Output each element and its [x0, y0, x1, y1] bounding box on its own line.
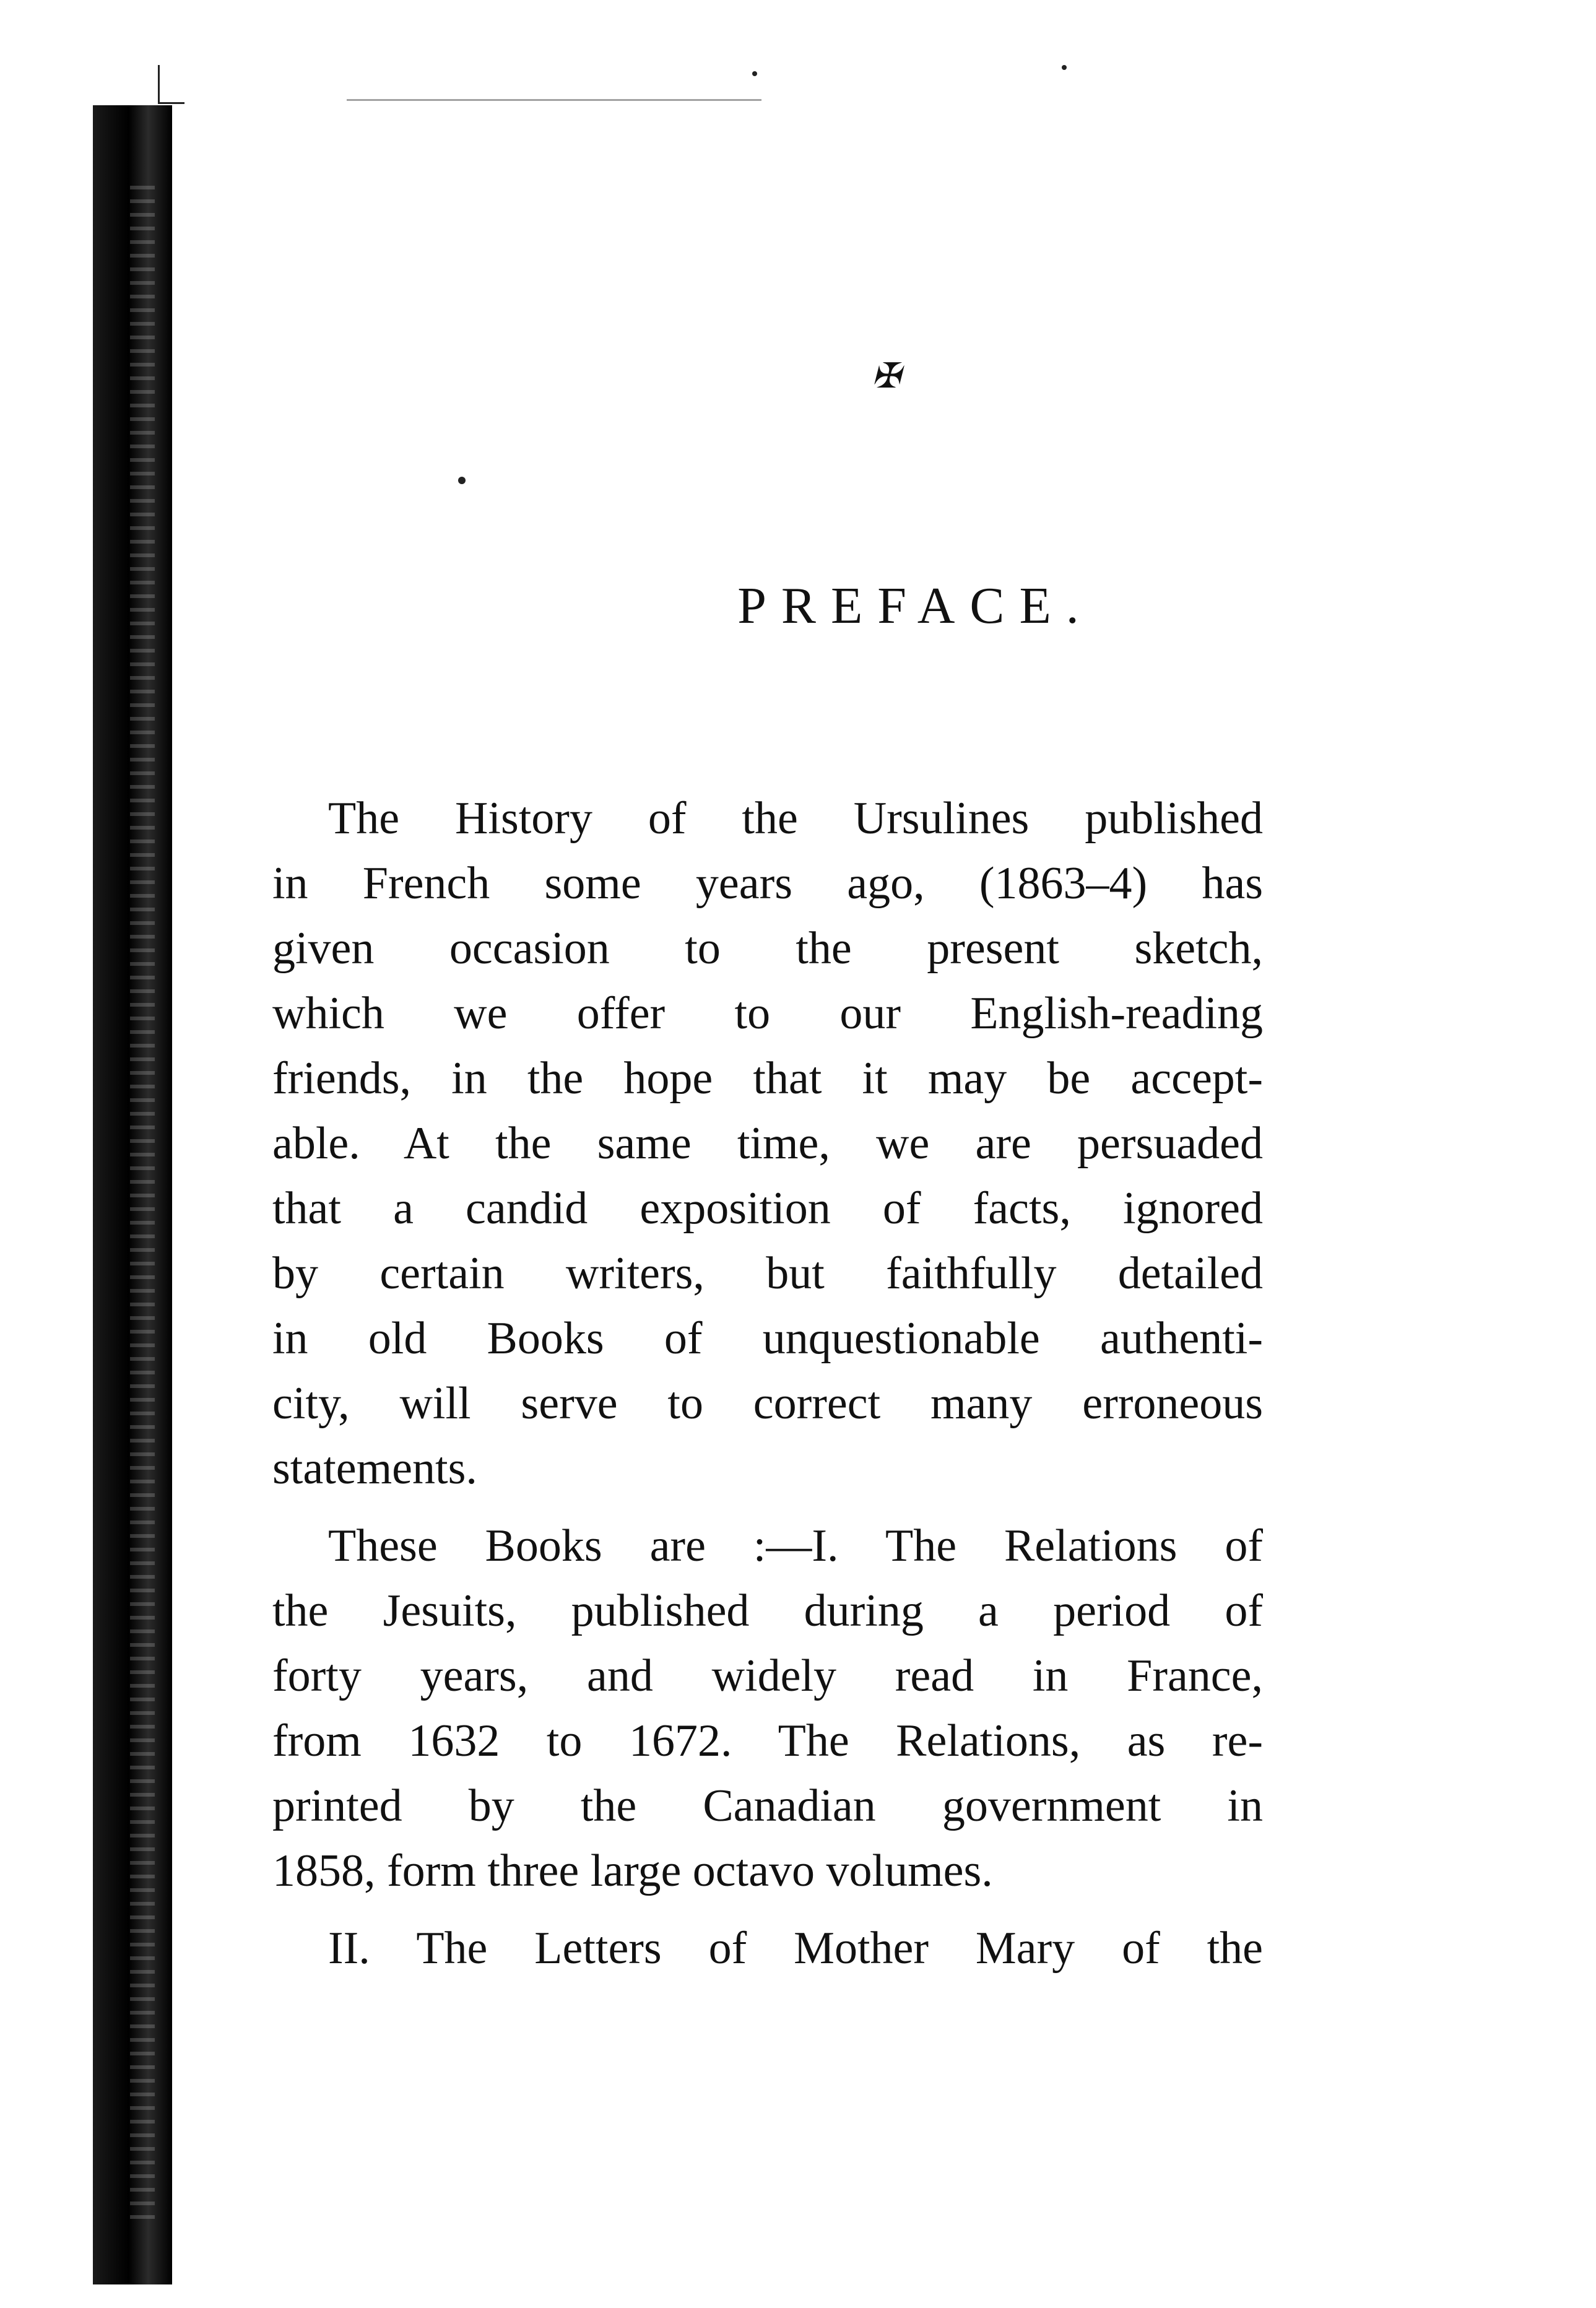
- text-line: able. At the same time, we are persuaded: [272, 1118, 1263, 1169]
- text-line: by certain writers, but faithfully detailed: [272, 1248, 1263, 1299]
- paragraph: [272, 1514, 1263, 1904]
- top-rule: [347, 99, 761, 101]
- text-line: II. The Letters of Mother Mary of the: [328, 1923, 1263, 1974]
- text-line: from 1632 to 1672. The Relations, as re-: [272, 1716, 1263, 1766]
- ink-speck: [458, 477, 466, 484]
- paragraph: [272, 786, 1263, 1501]
- text-line: the Jesuits, published during a period of: [272, 1586, 1263, 1636]
- corner-mark: [158, 65, 184, 104]
- text-line: statements.: [272, 1443, 477, 1494]
- text-line: that a candid exposition of facts, ignored: [272, 1183, 1263, 1234]
- text-line: in old Books of unquestionable authenti-: [272, 1313, 1263, 1364]
- ink-mark: ✠: [872, 356, 901, 396]
- page-title: PREFACE.: [737, 577, 1094, 635]
- text-line: given occasion to the present sketch,: [272, 923, 1263, 974]
- text-line: 1858, form three large octavo volumes.: [272, 1846, 993, 1896]
- text-line: These Books are :—I. The Relations of: [328, 1521, 1263, 1571]
- paragraph: [272, 1916, 1263, 1981]
- text-line: printed by the Canadian government in: [272, 1781, 1263, 1831]
- ink-speck: [1062, 65, 1067, 70]
- text-line: forty years, and widely read in France,: [272, 1651, 1263, 1701]
- text-line: The History of the Ursulines published: [328, 793, 1263, 844]
- ink-speck: [752, 71, 757, 76]
- text-line: in French some years ago, (1863–4) has: [272, 858, 1263, 909]
- text-line: which we offer to our English-reading: [272, 988, 1263, 1039]
- preface-body: [272, 786, 1263, 1981]
- text-line: city, will serve to correct many erroneous: [272, 1378, 1263, 1429]
- spine-grain: [130, 186, 155, 2229]
- text-line: friends, in the hope that it may be accept-: [272, 1053, 1263, 1104]
